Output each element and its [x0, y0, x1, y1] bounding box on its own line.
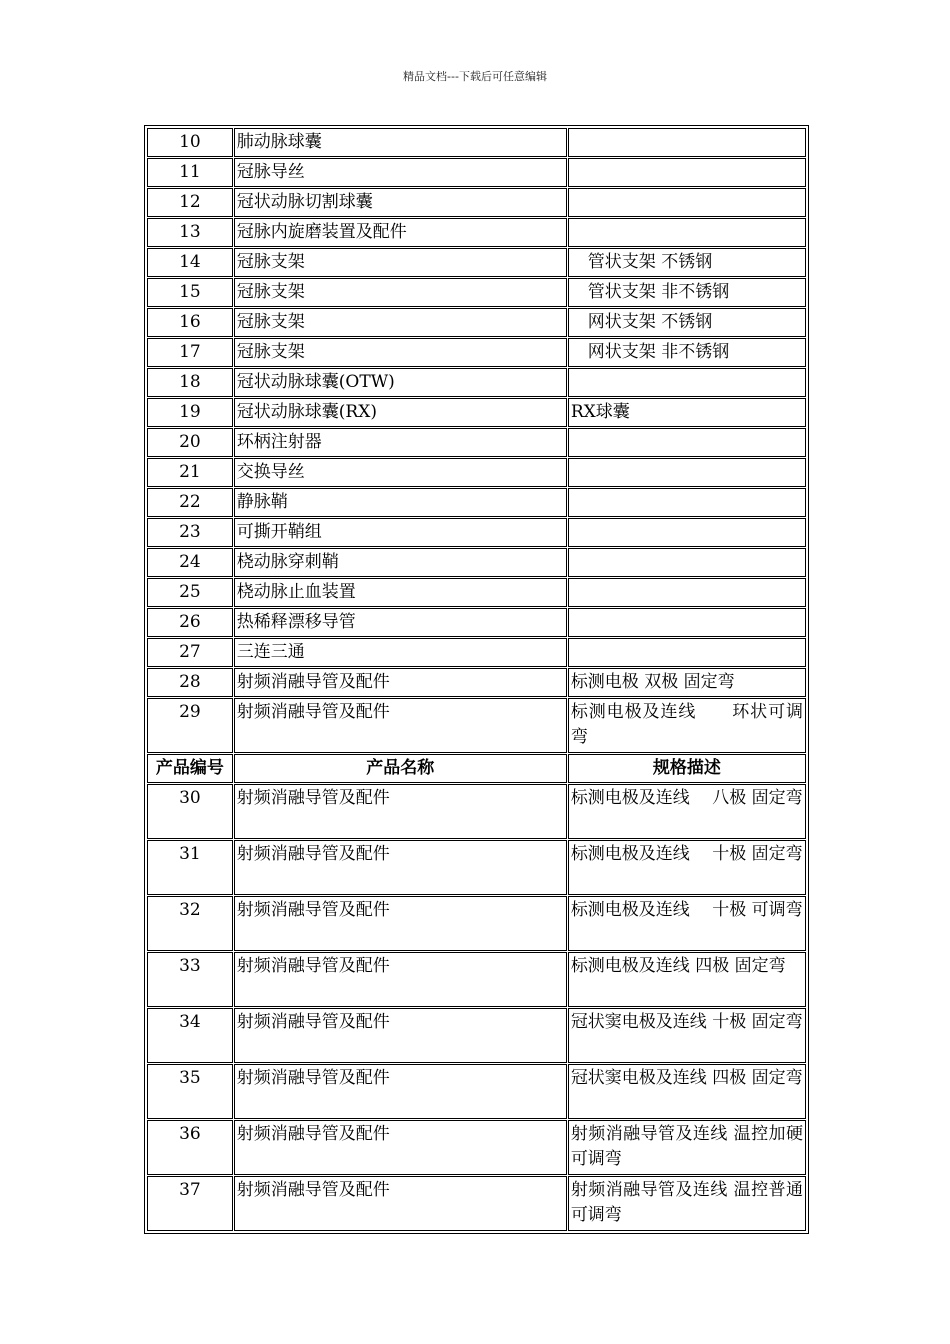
- product-name-cell: 肺动脉球囊: [234, 128, 567, 157]
- table-row: [147, 1120, 806, 1175]
- table-row: [147, 952, 806, 1007]
- product-number-cell: 18: [147, 368, 233, 397]
- product-name-cell: 射频消融导管及配件: [234, 698, 567, 753]
- product-name-cell: 可撕开鞘组: [234, 518, 567, 547]
- table-row: [147, 308, 806, 337]
- product-number-cell: 16: [147, 308, 233, 337]
- spec-description-cell: 标测电极及连线 十极 固定弯: [568, 840, 806, 895]
- product-number-cell: 15: [147, 278, 233, 307]
- table-row: [147, 158, 806, 187]
- table-row: [147, 1008, 806, 1063]
- table-row: [147, 338, 806, 367]
- spec-description-cell: [568, 488, 806, 517]
- product-number-cell: 36: [147, 1120, 233, 1175]
- table-row: [147, 368, 806, 397]
- product-number-cell: 29: [147, 698, 233, 753]
- table-row: [147, 668, 806, 697]
- table-row: [147, 518, 806, 547]
- table-row: [147, 248, 806, 277]
- spec-description-cell: 标测电极及连线 环状可调弯: [568, 698, 806, 753]
- product-number-cell: 33: [147, 952, 233, 1007]
- product-name-cell: 冠状动脉球囊(RX): [234, 398, 567, 427]
- product-number-cell: 28: [147, 668, 233, 697]
- spec-description-cell: [568, 548, 806, 577]
- product-number-cell: 30: [147, 784, 233, 839]
- product-name-cell: 环柄注射器: [234, 428, 567, 457]
- spec-description-cell: 标测电极 双极 固定弯: [568, 668, 806, 697]
- spec-description-cell: 管状支架 不锈钢: [568, 248, 806, 277]
- spec-description-cell: RX球囊: [568, 398, 806, 427]
- table-header-row: [147, 754, 806, 783]
- product-name-cell: 冠状动脉球囊(OTW): [234, 368, 567, 397]
- spec-description-cell: [568, 128, 806, 157]
- table-row: [147, 608, 806, 637]
- product-name-cell: 冠状动脉切割球囊: [234, 188, 567, 217]
- product-number-cell: 37: [147, 1176, 233, 1231]
- product-name-cell: 射频消融导管及配件: [234, 1064, 567, 1119]
- product-name-cell: 射频消融导管及配件: [234, 1120, 567, 1175]
- spec-description-cell: [568, 428, 806, 457]
- product-name-cell: 桡动脉穿刺鞘: [234, 548, 567, 577]
- product-table: [146, 127, 807, 1232]
- product-name-cell: 射频消融导管及配件: [234, 1008, 567, 1063]
- spec-description-cell: [568, 578, 806, 607]
- product-number-cell: 11: [147, 158, 233, 187]
- spec-description-cell: 标测电极及连线 十极 可调弯: [568, 896, 806, 951]
- product-name-cell: 射频消融导管及配件: [234, 784, 567, 839]
- table-row: [147, 638, 806, 667]
- product-number-cell: 26: [147, 608, 233, 637]
- page-header: 精品文档---下载后可任意编辑: [403, 70, 547, 83]
- product-number-cell: 10: [147, 128, 233, 157]
- product-name-cell: 冠脉导丝: [234, 158, 567, 187]
- spec-description-cell: 射频消融导管及连线 温控加硬 可调弯: [568, 1120, 806, 1175]
- product-name-cell: 冠脉支架: [234, 308, 567, 337]
- spec-description-cell: 冠状窦电极及连线 十极 固定弯: [568, 1008, 806, 1063]
- product-number-cell: 13: [147, 218, 233, 247]
- product-number-cell: 12: [147, 188, 233, 217]
- spec-description-cell: [568, 188, 806, 217]
- product-name-cell: 射频消融导管及配件: [234, 840, 567, 895]
- table-row: [147, 896, 806, 951]
- spec-description-cell: [568, 458, 806, 487]
- table-row: [147, 188, 806, 217]
- product-table-body: [147, 128, 806, 1231]
- product-number-cell: 24: [147, 548, 233, 577]
- table-row: [147, 784, 806, 839]
- product-name-cell: 三连三通: [234, 638, 567, 667]
- product-name-cell: 热稀释漂移导管: [234, 608, 567, 637]
- product-name-cell: 桡动脉止血装置: [234, 578, 567, 607]
- product-number-cell: 21: [147, 458, 233, 487]
- table-row: [147, 278, 806, 307]
- product-number-cell: 22: [147, 488, 233, 517]
- table-row: [147, 398, 806, 427]
- spec-description-cell: 冠状窦电极及连线 四极 固定弯: [568, 1064, 806, 1119]
- product-number-cell: 31: [147, 840, 233, 895]
- product-name-cell: 射频消融导管及配件: [234, 952, 567, 1007]
- product-name-cell: 射频消融导管及配件: [234, 668, 567, 697]
- product-number-cell: 23: [147, 518, 233, 547]
- product-name-cell: 交换导丝: [234, 458, 567, 487]
- spec-description-cell: 管状支架 非不锈钢: [568, 278, 806, 307]
- product-number-cell: 35: [147, 1064, 233, 1119]
- product-number-cell: 20: [147, 428, 233, 457]
- spec-description-cell: 射频消融导管及连线 温控普通 可调弯: [568, 1176, 806, 1231]
- spec-description-cell: 网状支架 不锈钢: [568, 308, 806, 337]
- spec-description-cell: [568, 218, 806, 247]
- product-number-cell: 32: [147, 896, 233, 951]
- table-row: [147, 1176, 806, 1231]
- column-header-name: 产品名称: [234, 754, 567, 783]
- table-row: [147, 428, 806, 457]
- spec-description-cell: [568, 518, 806, 547]
- product-number-cell: 34: [147, 1008, 233, 1063]
- product-name-cell: 冠脉支架: [234, 248, 567, 277]
- product-name-cell: 冠脉支架: [234, 338, 567, 367]
- table-row: [147, 488, 806, 517]
- table-row: [147, 578, 806, 607]
- column-header-number: 产品编号: [147, 754, 233, 783]
- table-row: [147, 840, 806, 895]
- table-row: [147, 698, 806, 753]
- table-row: [147, 458, 806, 487]
- spec-description-cell: [568, 638, 806, 667]
- column-header-spec: 规格描述: [568, 754, 806, 783]
- product-name-cell: 射频消融导管及配件: [234, 896, 567, 951]
- product-number-cell: 14: [147, 248, 233, 277]
- spec-description-cell: [568, 608, 806, 637]
- product-name-cell: 静脉鞘: [234, 488, 567, 517]
- spec-description-cell: [568, 158, 806, 187]
- spec-description-cell: [568, 368, 806, 397]
- spec-description-cell: 标测电极及连线 四极 固定弯: [568, 952, 806, 1007]
- table-row: [147, 1064, 806, 1119]
- product-number-cell: 27: [147, 638, 233, 667]
- spec-description-cell: 标测电极及连线 八极 固定弯: [568, 784, 806, 839]
- table-row: [147, 548, 806, 577]
- table-row: [147, 128, 806, 157]
- product-name-cell: 冠脉支架: [234, 278, 567, 307]
- spec-description-cell: 网状支架 非不锈钢: [568, 338, 806, 367]
- product-name-cell: 射频消融导管及配件: [234, 1176, 567, 1231]
- product-number-cell: 25: [147, 578, 233, 607]
- table-row: [147, 218, 806, 247]
- product-name-cell: 冠脉内旋磨装置及配件: [234, 218, 567, 247]
- product-number-cell: 19: [147, 398, 233, 427]
- product-table-frame: [144, 125, 809, 1234]
- product-number-cell: 17: [147, 338, 233, 367]
